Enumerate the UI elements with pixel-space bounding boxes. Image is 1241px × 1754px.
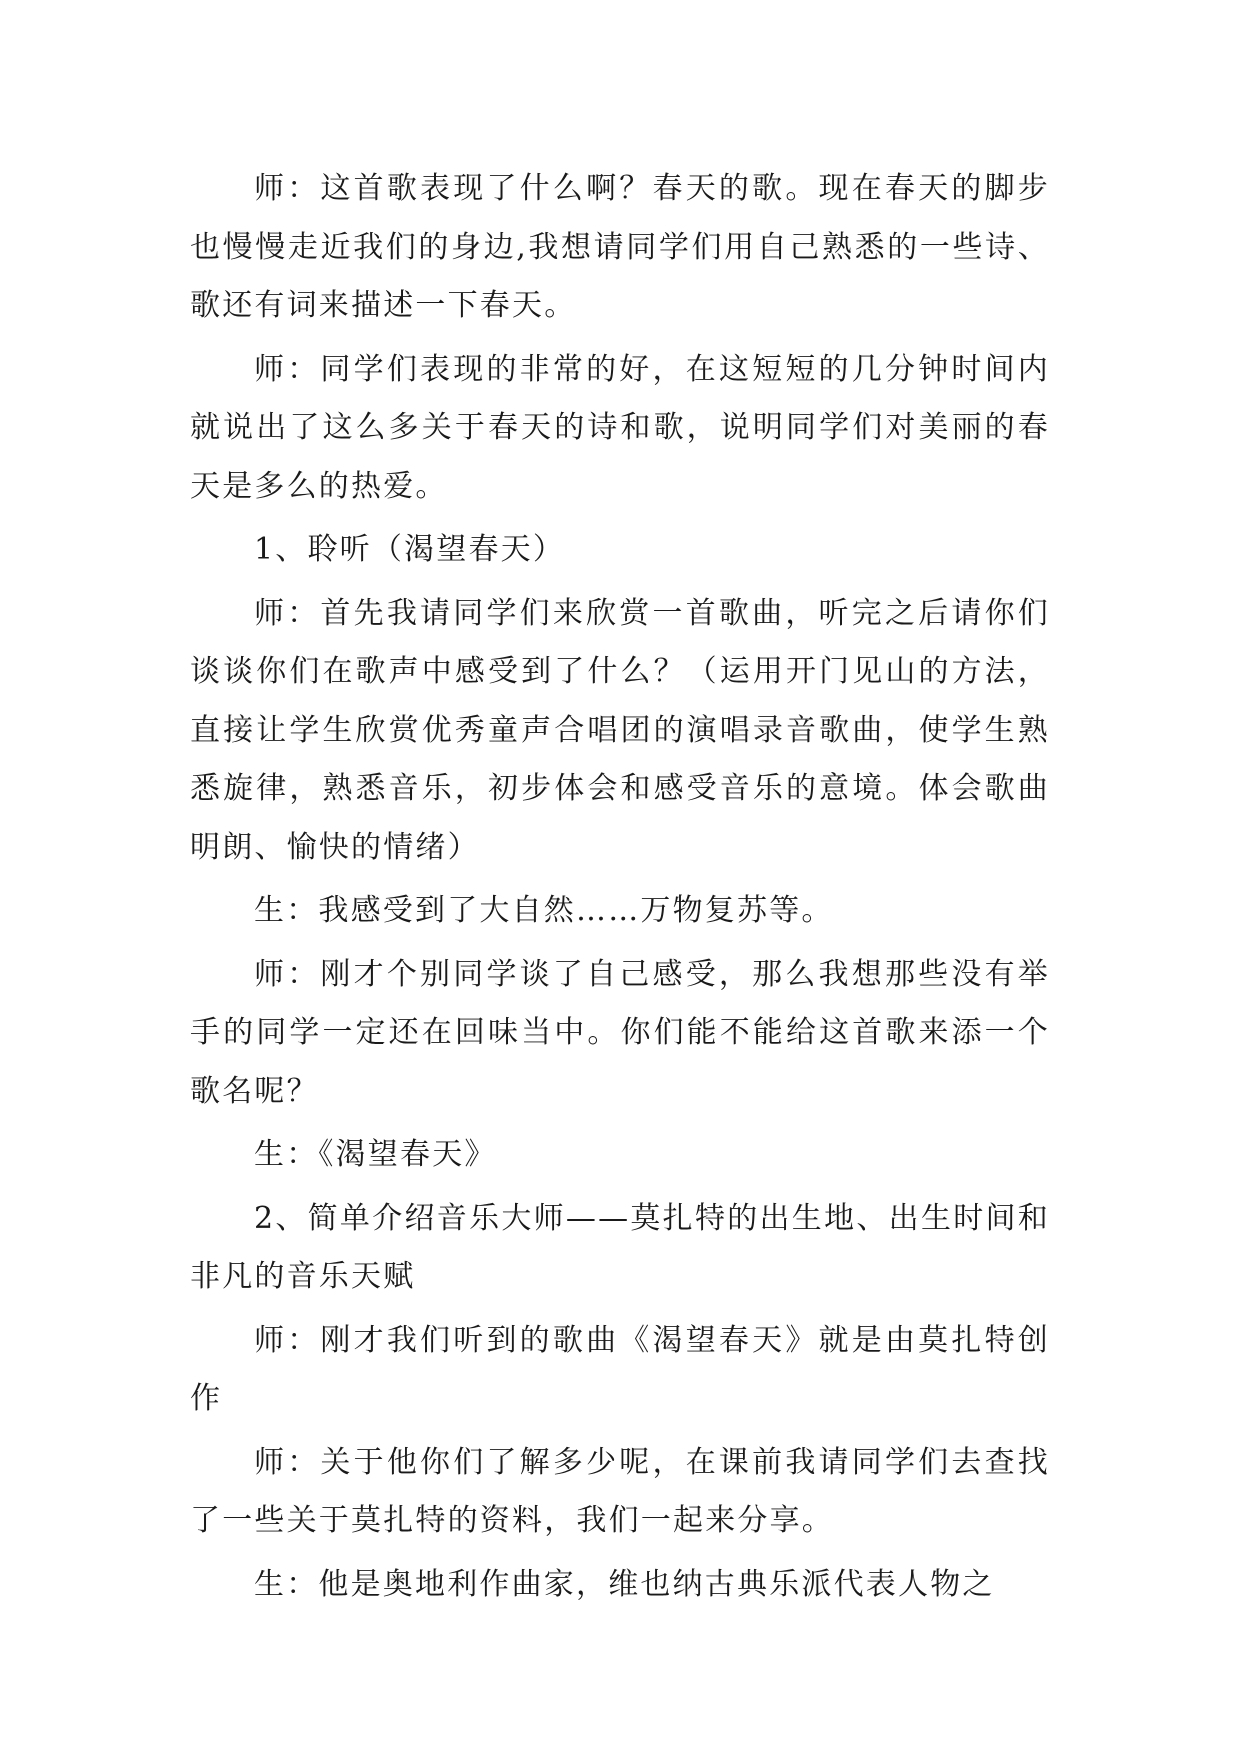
paragraph-9: 生：他是奥地利作曲家，维也纳古典乐派代表人物之 — [254, 1566, 995, 1602]
section-heading-2: 2、简单介绍音乐大师——莫扎特的出生地、出生时间和非凡的音乐天赋 — [190, 1200, 1050, 1294]
paragraph-1: 师：这首歌表现了什么啊？春天的歌。现在春天的脚步也慢慢走近我们的身边,我想请同学们用自己熟悉的一些诗、歌还有词来描述一下春天。 — [190, 171, 1050, 323]
paragraph-3: 师：首先我请同学们来欣赏一首歌曲，听完之后请你们谈谈你们在歌声中感受到了什么？（运用开门见山的方法，直接让学生欣赏优秀童声合唱团的演唱录音歌曲，使学生熟悉旋律，熟悉音乐，初步体会和感受音乐的意境。体会歌曲明朗、愉快的情绪） — [190, 595, 1050, 865]
paragraph-6: 生：《渴望春天》 — [254, 1137, 497, 1172]
paragraph-8: 师：关于他你们了解多少呢，在课前我请同学们去查找了一些关于莫扎特的资料，我们一起来分享。 — [190, 1444, 1050, 1538]
paragraph-4: 生：我感受到了大自然……万物复苏等。 — [254, 893, 834, 928]
paragraph-5: 师：刚才个别同学谈了自己感受，那么我想那些没有举手的同学一定还在回味当中。你们能不能给这首歌来添一个歌名呢？ — [190, 956, 1050, 1109]
section-heading-1: 1、聆听（渴望春天） — [254, 532, 566, 567]
paragraph-2: 师：同学们表现的非常的好，在这短短的几分钟时间内就说出了这么多关于春天的诗和歌，说明同学们对美丽的春天是多么的热爱。 — [190, 351, 1050, 504]
paragraph-7: 师：刚才我们听到的歌曲《渴望春天》就是由莫扎特创作 — [190, 1322, 1050, 1416]
document-body — [190, 160, 1050, 1614]
